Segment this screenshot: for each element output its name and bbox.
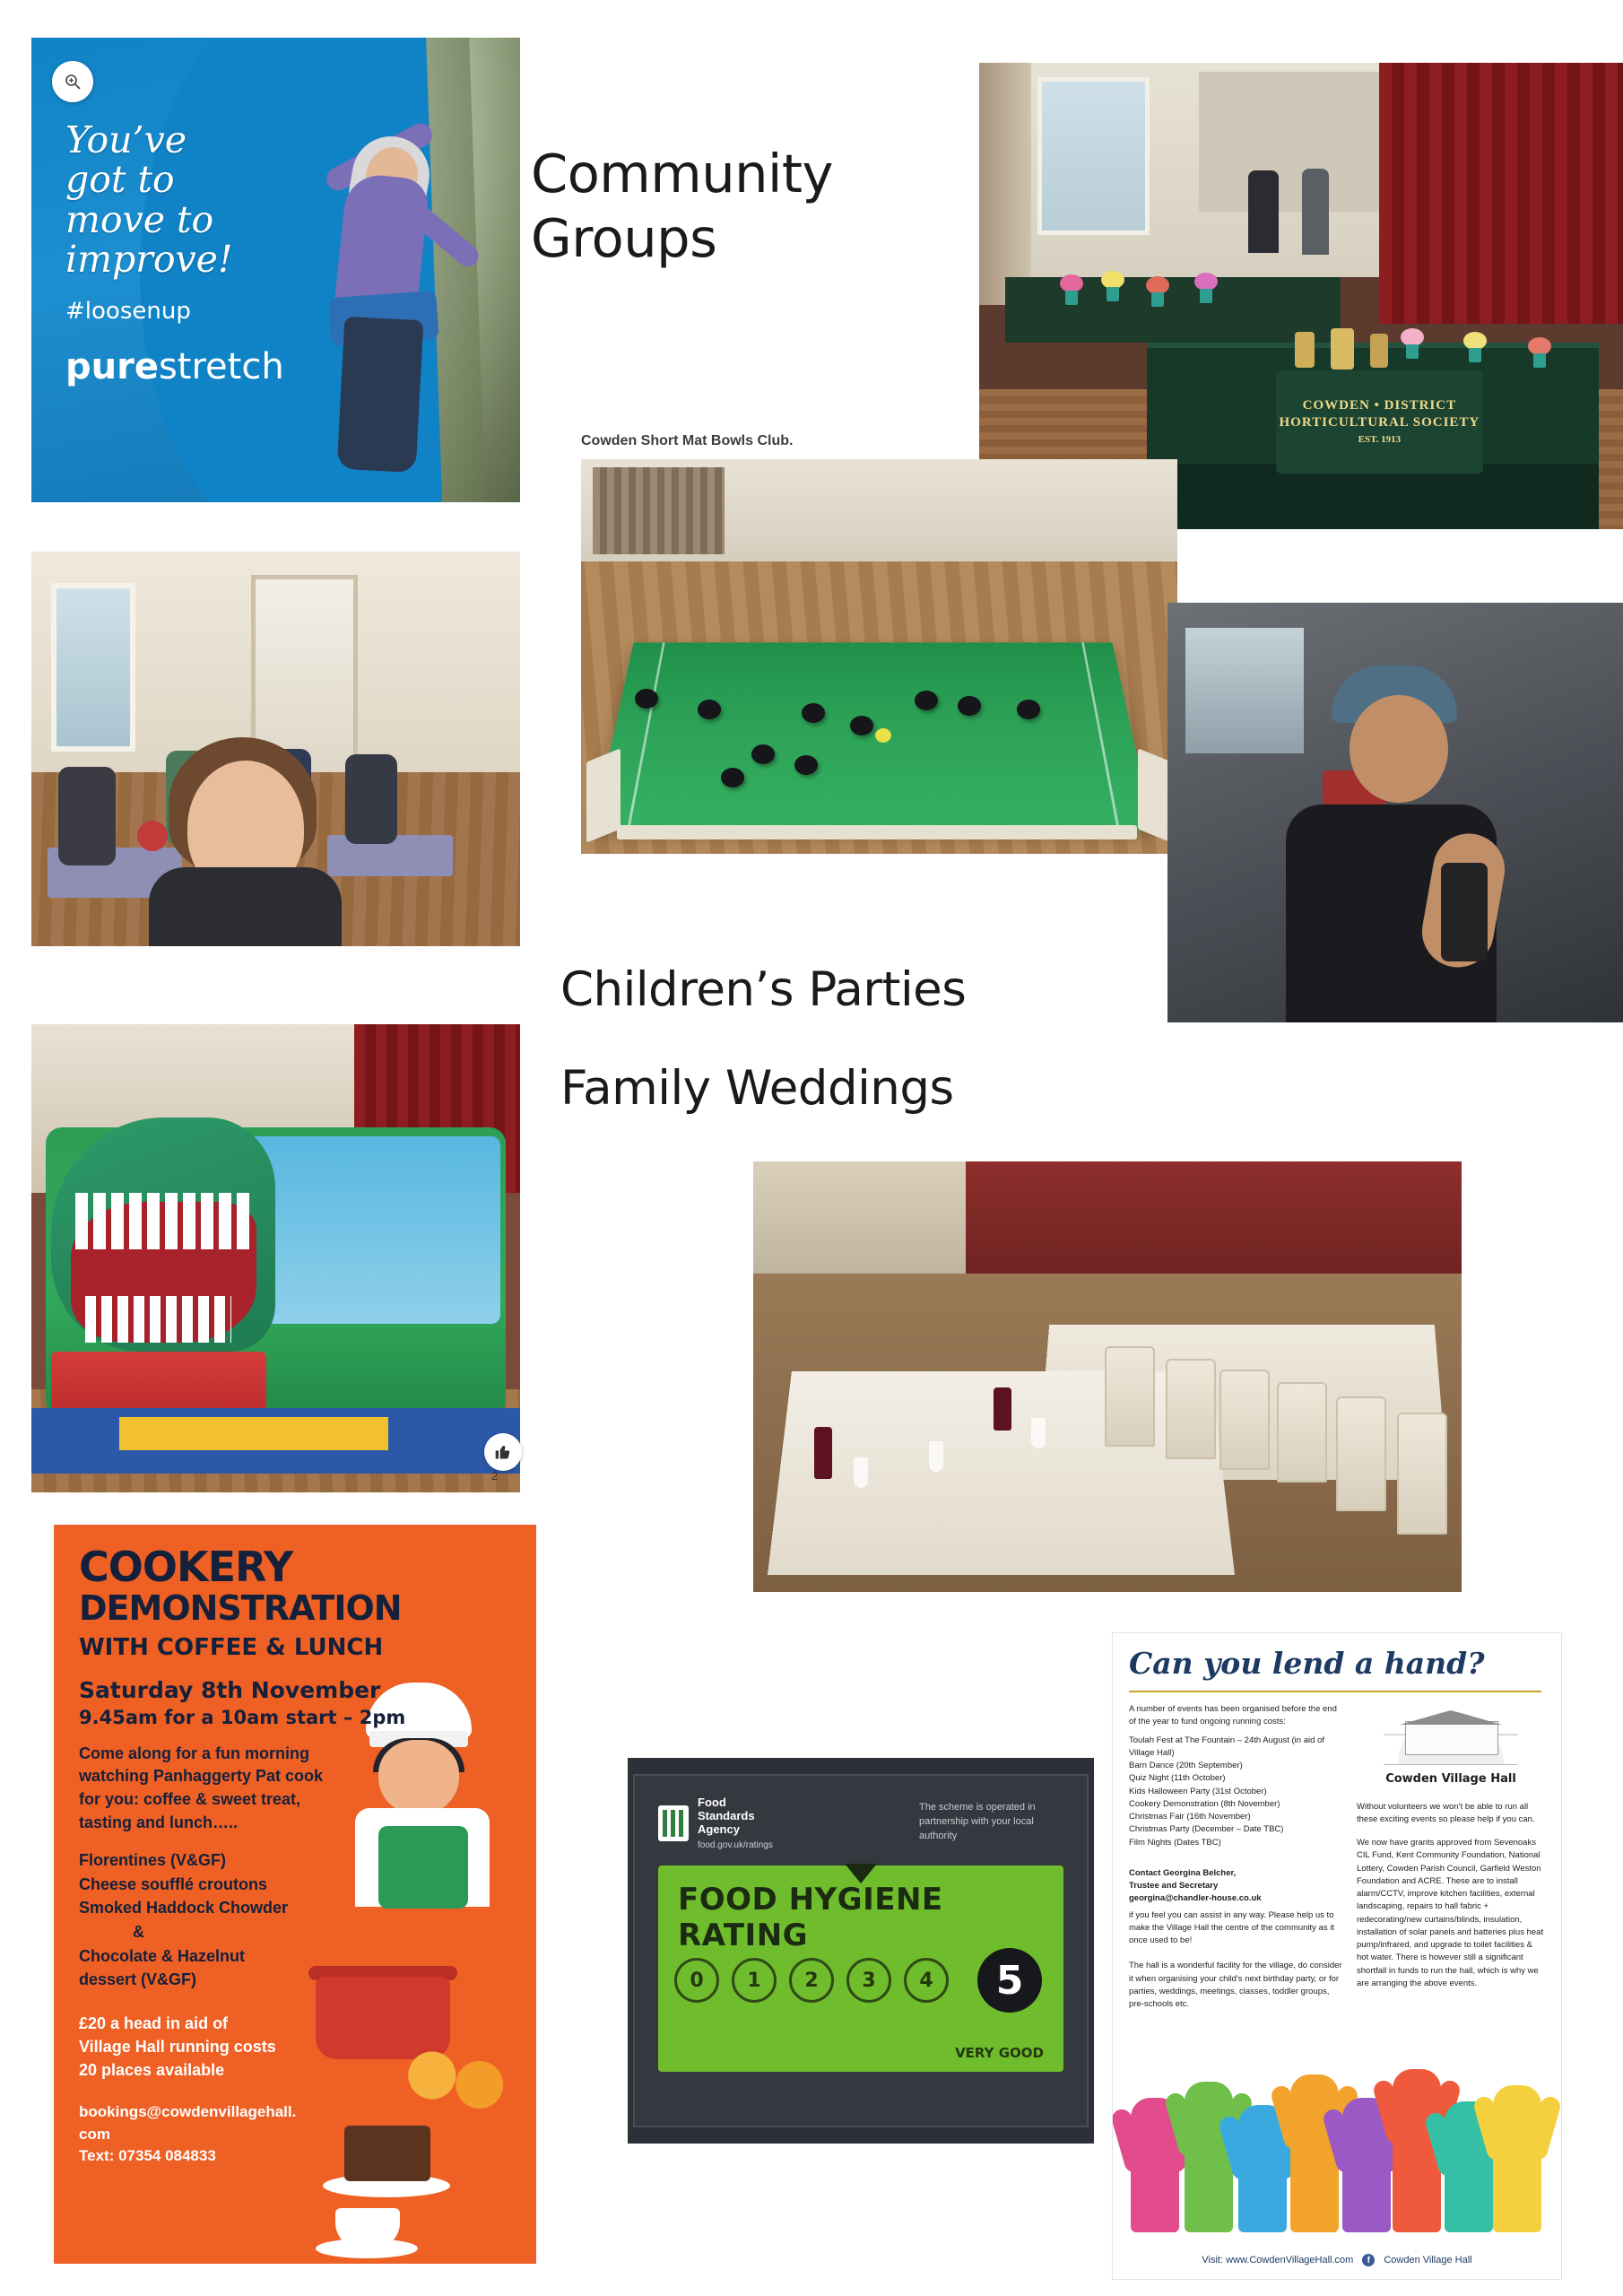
dumbbell-icon xyxy=(1441,863,1488,961)
bowl-5 xyxy=(915,691,938,710)
bowl-9 xyxy=(794,755,818,775)
dinosaur-upper-teeth xyxy=(75,1193,251,1249)
cookery-menu xyxy=(79,1848,348,1992)
rating-banner xyxy=(658,1866,1063,2072)
contact-email[interactable]: bookings@cowdenvillagehall. xyxy=(79,2103,297,2121)
stretching-woman-illustration xyxy=(303,90,473,466)
image-short-mat-bowls[interactable] xyxy=(581,459,1177,854)
leaflet-right-column xyxy=(1357,1703,1545,1990)
class-participant-1 xyxy=(58,767,116,865)
right-body-2: We now have grants approved from Sevenoaks CIL Fund, Kent Community Foundation, National Lottery, Cowden Parish Council, Garfield Weston Foundation and ACRE. These are to install alarm/CCTV, improve kitchen facilities, external landscaping, repairs to hall fabric + redecorating/new curtains/blinds, insulation, installation of solar panels and batteries plus heat pump/infrared, and upgrade to toilet facilities & hot water. There is however still a significant shortfall in funds to run the hall, which is why we are arranging the above events. xyxy=(1357,1838,1544,1988)
bowls-hall-curtain xyxy=(593,467,724,554)
image-bouncy-castle[interactable] xyxy=(31,1024,520,1492)
event-item: Quiz Night (11th October) xyxy=(1129,1773,1226,1784)
visitor-silhouette-1 xyxy=(1248,170,1279,253)
crest-line-3: EST. 1913 xyxy=(1358,434,1402,446)
back-display-table xyxy=(1005,277,1341,343)
menu-item: Florentines (V&GF) xyxy=(79,1851,227,1870)
leaflet-left-column xyxy=(1129,1703,1344,2011)
rating-scale-2: 2 xyxy=(789,1958,834,2003)
slogan-line-3: move to xyxy=(65,197,214,241)
village-hall-sketch-icon xyxy=(1384,1709,1518,1765)
event-item: Kids Halloween Party (31st October) xyxy=(1129,1786,1267,1796)
flower-display-7 xyxy=(1528,337,1551,368)
castle-company-banner xyxy=(119,1417,388,1450)
purestretch-brand xyxy=(65,346,284,387)
class-participant-5 xyxy=(345,754,397,844)
hall-curtain-right xyxy=(1379,63,1623,324)
rating-banner-title: FOOD HYGIENE RATING xyxy=(678,1882,943,1953)
image-gym-training[interactable] xyxy=(1167,603,1623,1022)
trophy-3 xyxy=(1370,334,1388,368)
image-exercise-class[interactable] xyxy=(31,552,520,946)
event-item: Christmas Fair (16th November) xyxy=(1129,1812,1251,1822)
rating-label: VERY GOOD xyxy=(955,2045,1044,2061)
cookery-subtitle: DEMONSTRATION xyxy=(79,1588,402,1628)
wine-bottle-1 xyxy=(814,1427,832,1479)
selfie-subject-body xyxy=(149,867,342,946)
mat-line-right xyxy=(1081,642,1120,830)
mat-edge-rail-left xyxy=(586,748,621,842)
cookery-description: Come along for a fun morning watching Panhaggerty Pat cook for you: coffee & sweet treat, tasting and lunch….. xyxy=(79,1744,324,1831)
table-cloth-drop xyxy=(1147,464,1599,529)
event-item: Barn Dance (20th September) xyxy=(1129,1761,1243,1770)
scheme-note: The scheme is operated in partnership with your local authority xyxy=(919,1802,1036,1841)
rating-scale xyxy=(674,1948,1042,2013)
hand-2 xyxy=(1185,2082,1233,2232)
footer-visit[interactable]: Visit: www.CowdenVillageHall.com xyxy=(1202,2255,1354,2266)
purestretch-hashtag: #loosenup xyxy=(65,298,191,325)
zoom-in-icon[interactable] xyxy=(52,61,93,102)
flower-display-3 xyxy=(1146,276,1169,307)
caption-bowls-club: Cowden Short Mat Bowls Club. xyxy=(581,433,794,448)
image-food-hygiene-rating[interactable] xyxy=(628,1758,1094,2144)
contact-text-number: Text: 07354 084833 xyxy=(79,2147,216,2165)
exercise-ball xyxy=(137,821,168,851)
price-line: £20 a head in aid of xyxy=(79,2013,229,2032)
contact-body: if you feel you can assist in any way. Please help us to make the Village Hall the centre of the community as it once used to be! xyxy=(1129,1909,1334,1945)
slogan-line-4: improve! xyxy=(65,237,233,281)
flower-display-1 xyxy=(1060,274,1083,305)
menu-item: dessert (V&GF) xyxy=(79,1970,197,1989)
event-item: Toulah Fest at The Fountain – 24th August (in aid of Village Hall) xyxy=(1129,1735,1324,1758)
wedding-chair-2 xyxy=(1219,1370,1270,1470)
wedding-wall xyxy=(753,1161,966,1274)
event-item: Cookery Demonstration (8th November) xyxy=(1129,1798,1280,1809)
wedding-chair-5 xyxy=(1397,1413,1447,1535)
menu-item: Chocolate & Hazelnut xyxy=(79,1946,246,1965)
wedding-chair-6 xyxy=(1105,1346,1155,1447)
bowl-4 xyxy=(850,716,873,735)
hall-curtain-left xyxy=(979,63,1031,305)
heading-community-groups: Community Groups xyxy=(531,143,833,269)
hand-8 xyxy=(1493,2085,1541,2232)
hall-window xyxy=(1037,77,1150,235)
heading-family-weddings: Family Weddings xyxy=(560,1061,954,1116)
contact-email-cont: com xyxy=(79,2125,110,2143)
price-line: 20 places available xyxy=(79,2061,225,2080)
mat-edge-rail-front xyxy=(617,825,1137,839)
dinosaur-lower-teeth xyxy=(85,1296,232,1343)
rating-scale-0: 0 xyxy=(674,1958,719,2003)
trophy-2 xyxy=(1331,328,1354,370)
poster-cookery-demonstration[interactable] xyxy=(54,1525,536,2264)
contact-heading: Contact Georgina Belcher, xyxy=(1129,1867,1237,1878)
class-window xyxy=(51,583,135,752)
cookery-with-line: WITH COFFEE & LUNCH xyxy=(79,1633,384,1661)
rating-scale-1: 1 xyxy=(732,1958,777,2003)
rating-pointer xyxy=(845,1864,877,1883)
wine-bottle-2 xyxy=(994,1387,1011,1431)
leaflet-footer xyxy=(1113,2254,1561,2266)
image-wedding-table-setting[interactable] xyxy=(753,1161,1462,1592)
like-count: 2 xyxy=(491,1469,499,1483)
bowl-7 xyxy=(1017,700,1040,719)
wedding-chair-4 xyxy=(1336,1396,1386,1511)
hand-4 xyxy=(1290,2074,1339,2232)
brand-light: stretch xyxy=(158,346,284,387)
castle-printed-panel xyxy=(247,1136,500,1324)
slogan-line-2: got to xyxy=(65,158,175,202)
purestretch-slogan xyxy=(65,120,290,279)
leaflet-divider xyxy=(1129,1691,1541,1692)
leaflet-title: Can you lend a hand? xyxy=(1129,1646,1485,1681)
brand-bold: pure xyxy=(65,346,159,387)
price-line: Village Hall running costs xyxy=(79,2037,276,2056)
mat-line-left xyxy=(627,642,665,830)
image-purestretch-poster[interactable] xyxy=(31,38,520,502)
fsa-logo-text: Food Standards Agency xyxy=(698,1796,755,1836)
gym-person-head xyxy=(1350,695,1448,803)
visitor-silhouette-2 xyxy=(1302,169,1329,255)
wine-glass-1 xyxy=(854,1457,868,1488)
flower-display-5 xyxy=(1401,328,1424,359)
trophy-1 xyxy=(1295,332,1315,368)
hall-stage xyxy=(1199,72,1380,212)
bowl-2 xyxy=(698,700,721,719)
wine-glass-2 xyxy=(929,1441,943,1472)
flower-display-2 xyxy=(1101,271,1124,301)
cookery-contact-block xyxy=(79,2101,366,2168)
rating-scale-4: 4 xyxy=(904,1958,949,2003)
menu-item: Smoked Haddock Chowder xyxy=(79,1899,289,1918)
wedding-chair-3 xyxy=(1277,1382,1327,1483)
society-crest xyxy=(1276,370,1482,473)
right-body-1: Without volunteers we won’t be able to run all these exciting events so please help if you can. xyxy=(1357,1801,1535,1824)
flower-display-6 xyxy=(1463,332,1487,362)
cookery-date: Saturday 8th November xyxy=(79,1676,381,1703)
cookery-price-block xyxy=(79,2012,348,2082)
contact-email[interactable]: georgina@chandler-house.co.uk xyxy=(1129,1893,1262,1904)
gym-window xyxy=(1185,628,1304,753)
wedding-chair-1 xyxy=(1166,1359,1216,1459)
fsa-url: food.gov.uk/ratings xyxy=(698,1839,773,1850)
rating-scale-3: 3 xyxy=(846,1958,891,2003)
event-item: Film Nights (Dates TBC) xyxy=(1129,1837,1221,1848)
slogan-line-1: You’ve xyxy=(65,118,187,161)
contact-role: Trustee and Secretary xyxy=(1129,1881,1219,1891)
colourful-hands-illustration xyxy=(1113,2026,1561,2232)
bowl-10 xyxy=(721,768,744,787)
bowl-3 xyxy=(802,703,825,723)
bowl-1 xyxy=(635,689,658,709)
menu-item: & xyxy=(133,1922,144,1941)
menu-item: Cheese soufflé croutons xyxy=(79,1874,268,1893)
bowl-6 xyxy=(958,696,981,716)
cookery-time: 9.45am for a 10am start – 2pm xyxy=(79,1706,406,1728)
fsa-logo xyxy=(658,1797,820,1849)
hall-name: Cowden Village Hall xyxy=(1385,1772,1516,1786)
facebook-icon[interactable]: f xyxy=(1362,2254,1375,2266)
footer-facebook[interactable]: Cowden Village Hall xyxy=(1384,2255,1472,2266)
bowls-jack xyxy=(875,728,891,743)
crest-line-2: HORTICULTURAL SOCIETY xyxy=(1279,414,1480,430)
bowl-8 xyxy=(751,744,775,764)
facility-body: The hall is a wonderful facility for the village, do consider it when organising your child’s next birthday party, or for parties, weddings, meetings, classes, toddler groups, pre-schools etc. xyxy=(1129,1961,1342,2009)
heading-childrens-parties: Children’s Parties xyxy=(560,962,967,1017)
flower-display-4 xyxy=(1194,273,1218,303)
thumbs-up-icon[interactable] xyxy=(484,1433,522,1471)
rating-value: 5 xyxy=(977,1948,1042,2013)
bowls-green-mat xyxy=(593,642,1153,830)
event-item: Christmas Party (December – Date TBC) xyxy=(1129,1824,1284,1835)
leaflet-lend-a-hand[interactable] xyxy=(1112,1632,1562,2280)
leaflet-intro: A number of events has been organised before the end of the year to fund ongoing running costs: xyxy=(1129,1704,1337,1727)
fsa-logo-icon xyxy=(658,1805,689,1841)
cookery-title: COOKERY xyxy=(79,1543,293,1591)
wine-glass-3 xyxy=(1031,1418,1046,1448)
hygiene-card xyxy=(633,1774,1089,2127)
crest-line-1: COWDEN • DISTRICT xyxy=(1302,397,1457,413)
